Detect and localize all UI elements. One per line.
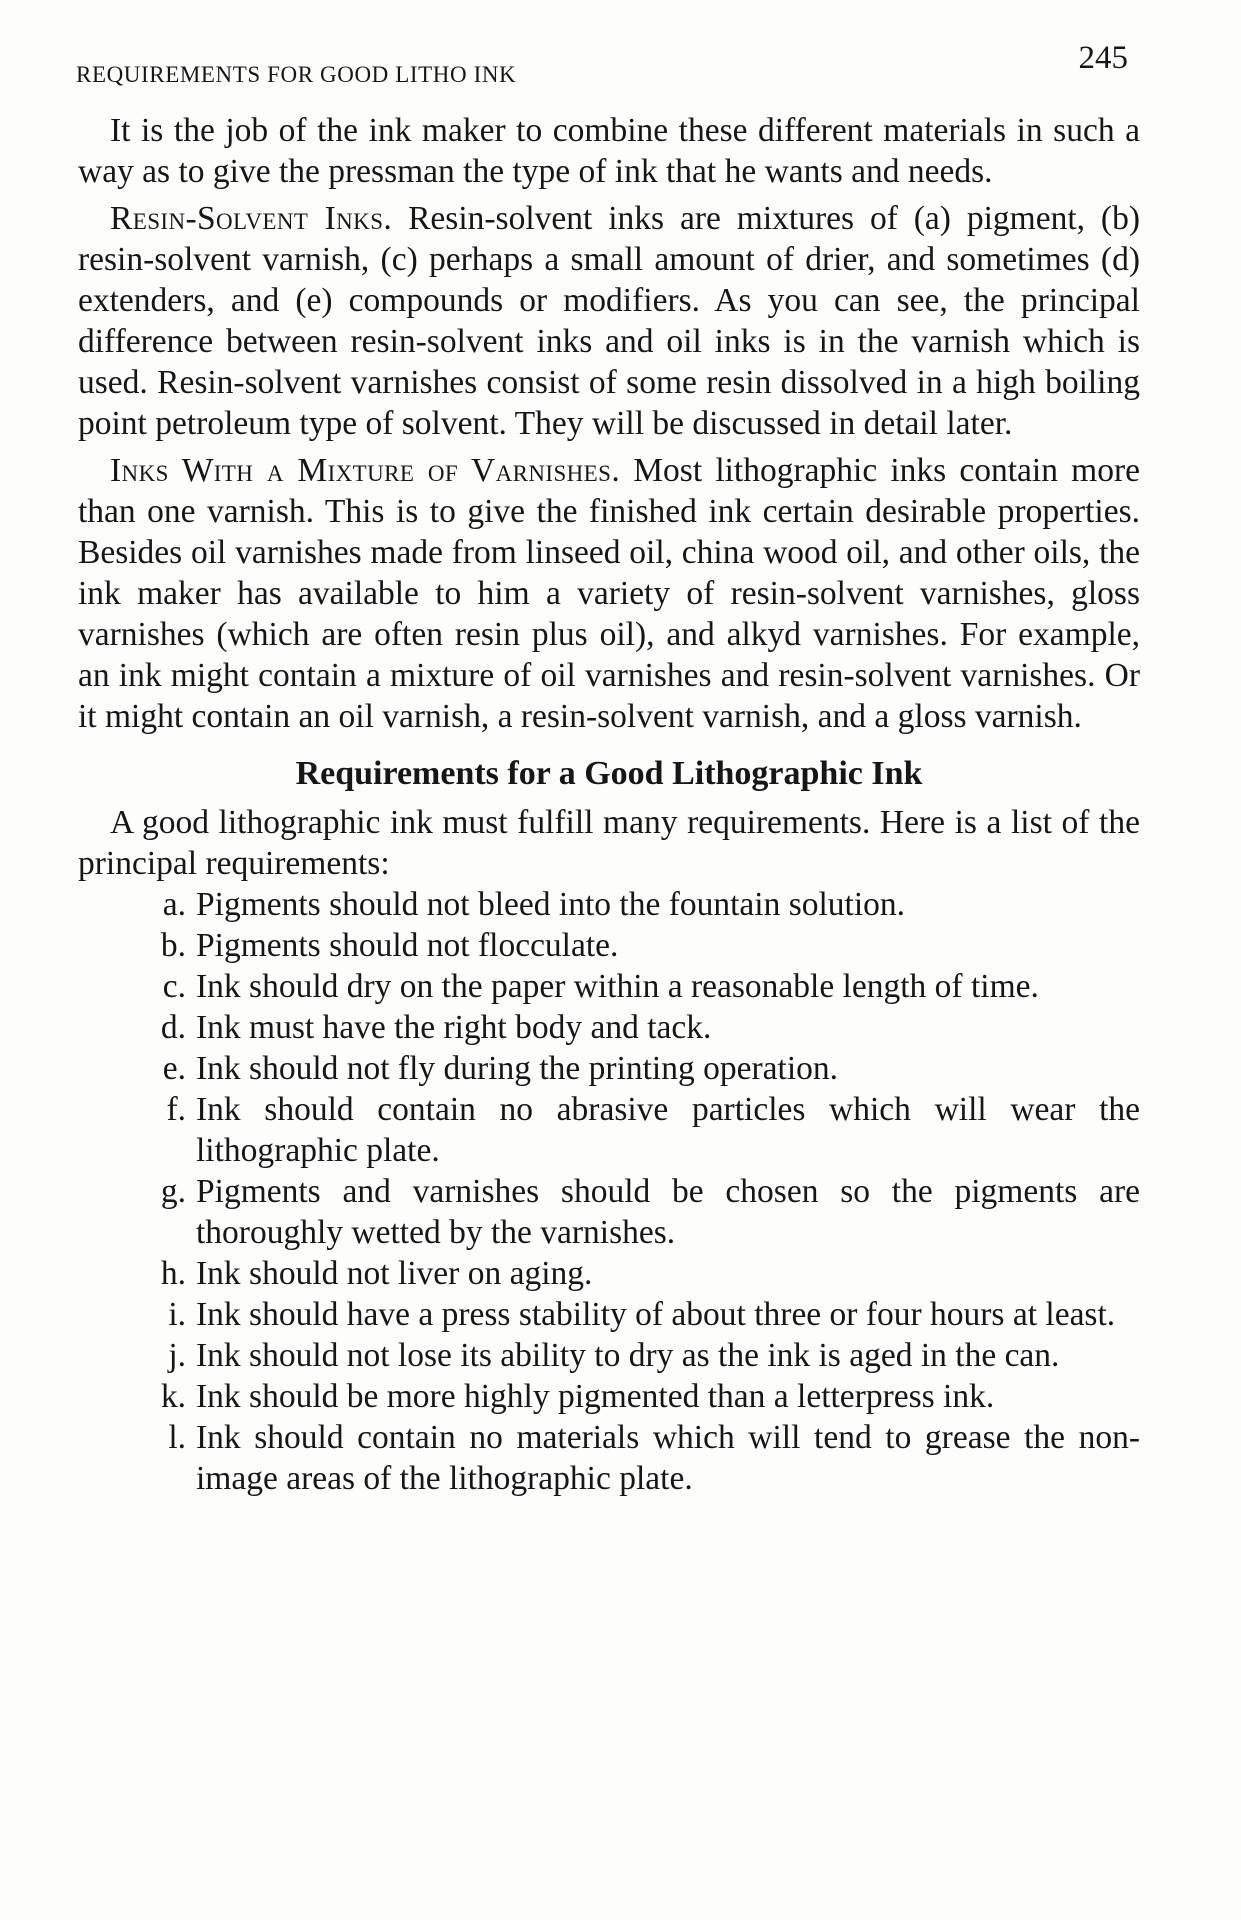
- mixture-text: Most lithographic inks contain more than one varnish. This is to give the finished ink certain desirable properties. Besides oil varnishes made from linseed oil, china wood oil, and other oils, the ink maker has available to him a variety of resin-solvent varnishes, gloss varnishes (which are often resin plus oil), and alkyd varnishes. For example, an ink might contain a mixture of oil varnishes and resin-solvent varnishes. Or it might contain an oil varnish, a resin-solvent varnish, and a gloss varnish.: [78, 452, 1140, 735]
- running-head: REQUIREMENTS FOR GOOD LITHO INK: [76, 62, 517, 87]
- list-item-letter: l.: [168, 1419, 186, 1456]
- list-item-letter: c.: [162, 968, 186, 1005]
- list-item-letter: f.: [166, 1091, 186, 1128]
- requirements-list: [78, 884, 1140, 1499]
- list-item-text: Ink should contain no abrasive particles which will wear the lithographic plate.: [196, 1091, 1140, 1169]
- list-item: [138, 884, 1140, 925]
- list-item: [138, 1417, 1140, 1499]
- list-item-text: Ink should be more highly pigmented than a letterpress ink.: [196, 1378, 995, 1415]
- list-item-letter: a.: [162, 886, 186, 923]
- list-item-text: Ink should have a press stability of about three or four hours at least.: [196, 1296, 1116, 1333]
- list-item: [138, 966, 1140, 1007]
- list-item-letter: e.: [162, 1050, 186, 1087]
- list-item-text: Ink should not lose its ability to dry as the ink is aged in the can.: [196, 1337, 1060, 1374]
- section-heading: Requirements for a Good Lithographic Ink: [295, 755, 923, 792]
- list-item-text: Ink should dry on the paper within a reasonable length of time.: [196, 968, 1039, 1005]
- list-item-text: Ink should not fly during the printing operation.: [196, 1050, 838, 1087]
- list-item: [138, 1335, 1140, 1376]
- list-item-letter: h.: [160, 1255, 186, 1292]
- list-item: [138, 1376, 1140, 1417]
- list-item-text: Ink should contain no materials which will tend to grease the non-image areas of the lithographic plate.: [196, 1419, 1140, 1497]
- list-item-letter: j.: [168, 1337, 186, 1374]
- list-item: [138, 1294, 1140, 1335]
- mixture-runin-heading: Inks With a Mixture of Varnishes.: [110, 452, 621, 489]
- section-intro-paragraph: A good lithographic ink must fulfill many requirements. Here is a list of the principal requirements:: [78, 804, 1140, 882]
- list-item: [138, 1089, 1140, 1171]
- resin-solvent-text: Resin-solvent inks are mixtures of (a) pigment, (b) resin-solvent varnish, (c) perhaps a small amount of drier, and sometimes (d) extenders, and (e) compounds or modifiers. As you can see, the principal difference between resin-solvent inks and oil inks is in the varnish which is used. Resin-solvent varnishes consist of some resin dissolved in a high boiling point petroleum type of solvent. They will be discussed in detail later.: [78, 200, 1140, 442]
- list-item-text: Pigments and varnishes should be chosen so the pigments are thoroughly wetted by the varnishes.: [196, 1173, 1140, 1251]
- list-item-text: Pigments should not bleed into the fountain solution.: [196, 886, 906, 923]
- list-item-text: Ink must have the right body and tack.: [196, 1009, 712, 1046]
- body-text: [78, 110, 1140, 1499]
- list-item-letter: i.: [168, 1296, 186, 1333]
- list-item: [138, 1253, 1140, 1294]
- list-item-letter: g.: [160, 1173, 186, 1210]
- list-item: [138, 1007, 1140, 1048]
- resin-solvent-runin-heading: Resin-Solvent Inks.: [110, 200, 393, 237]
- list-item: [138, 925, 1140, 966]
- intro-paragraph: It is the job of the ink maker to combine these different materials in such a way as to give the pressman the type of ink that he wants and needs.: [78, 112, 1140, 190]
- list-item-letter: k.: [160, 1378, 186, 1415]
- list-item-letter: d.: [160, 1009, 186, 1046]
- resin-solvent-paragraph: [78, 198, 1140, 444]
- mixture-paragraph: [78, 450, 1140, 737]
- list-item-text: Pigments should not flocculate.: [196, 927, 619, 964]
- page-number: 245: [1078, 40, 1128, 76]
- list-item: [138, 1171, 1140, 1253]
- list-item-text: Ink should not liver on aging.: [196, 1255, 593, 1292]
- list-item-letter: b.: [160, 927, 186, 964]
- list-item: [138, 1048, 1140, 1089]
